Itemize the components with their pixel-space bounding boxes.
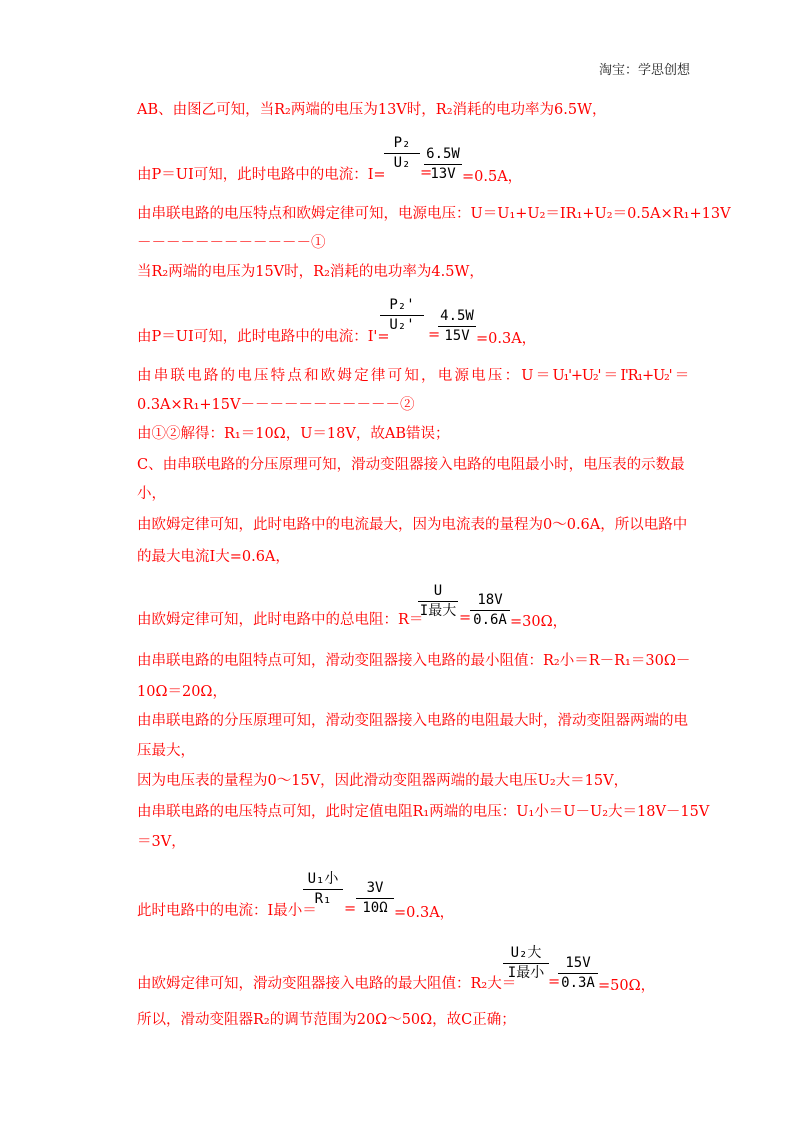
fraction-numerator: 4.5W <box>440 308 474 324</box>
text-line-1: AB、由图乙可知，当R₂两端的电压为13V时，R₂消耗的电功率为6.5W， <box>137 102 607 118</box>
fraction-18V-over-0.6A <box>470 592 510 629</box>
text-line-21: ＝3V， <box>137 834 186 850</box>
text-line-8: 0.3A×R₁+15V－－－－－－－－－－－② <box>137 397 415 413</box>
fraction-15V-over-0.3A <box>558 955 598 992</box>
fraction-denominator: I最小 <box>507 965 545 981</box>
text-line-23-suffix: =50Ω， <box>598 978 656 994</box>
equals-sign: = <box>459 610 472 626</box>
text-line-24: 所以，滑动变阻器R₂的调节范围为20Ω～50Ω，故C正确； <box>137 1012 516 1028</box>
fraction-bar <box>424 164 462 165</box>
text-line-15: 由串联电路的电阻特点可知，滑动变阻器接入电路的最小阻值：R₂小＝R－R₁＝30Ω－ <box>137 653 691 669</box>
text-line-14-prefix: 由欧姆定律可知，此时电路中的总电阻：R＝ <box>137 612 424 628</box>
fraction-bar <box>380 315 424 316</box>
fraction-numerator: 18V <box>477 592 503 608</box>
fraction-bar <box>356 898 394 899</box>
fraction-4.5W-over-15V <box>438 308 476 345</box>
fraction-numerator: 3V <box>366 880 384 896</box>
text-line-22-prefix: 此时电路中的电流：I最小＝ <box>137 903 317 919</box>
fraction-u2max-over-imin <box>503 945 549 982</box>
fraction-6.5W-over-13V <box>424 146 462 183</box>
fraction-numerator: U₂大 <box>510 945 542 961</box>
fraction-numerator: P₂' <box>389 297 415 313</box>
text-line-11: 小， <box>137 486 166 502</box>
text-line-2-suffix: =0.5A， <box>462 169 523 185</box>
fraction-u-over-imax <box>418 583 458 620</box>
fraction-bar <box>384 153 420 154</box>
text-line-14-suffix: =30Ω， <box>510 614 568 630</box>
text-line-3: 由串联电路的电压特点和欧姆定律可知，电源电压：U＝U₁+U₂＝IR₁+U₂＝0.5A×R₁+13V <box>137 206 731 222</box>
text-line-6-suffix: =0.3A， <box>476 331 537 347</box>
fraction-u1min-over-r1 <box>303 871 343 908</box>
text-line-9: 由①②解得：R₁＝10Ω，U＝18V，故AB错误； <box>137 426 450 442</box>
fraction-p2p-over-u2p <box>380 297 424 334</box>
fraction-denominator: 10Ω <box>362 900 388 916</box>
fraction-bar <box>303 889 343 890</box>
fraction-numerator: U <box>433 583 443 599</box>
fraction-denominator: 0.6A <box>473 612 507 628</box>
text-line-6-prefix: 由P＝UI可知，此时电路中的电流：I'= <box>137 329 390 345</box>
fraction-denominator: 13V <box>430 166 456 182</box>
fraction-denominator: 0.3A <box>561 975 595 991</box>
text-line-7: 由 串 联 电 路 的 电 压 特 点 和 欧 姆 定 律 可 知 ， 电 源 电 压 ： U ＝ U₁'+U₂' ＝ I'R₁+U₂' ＝ <box>137 368 689 384</box>
text-line-20: 由串联电路的电压特点可知，此时定值电阻R₁两端的电压：U₁小＝U－U₂大＝18V－15V <box>137 804 710 820</box>
fraction-bar <box>418 601 458 602</box>
fraction-bar <box>470 610 510 611</box>
fraction-3V-over-10ohm <box>356 880 394 917</box>
text-line-12: 由欧姆定律可知，此时电路中的电流最大，因为电流表的量程为0～0.6A，所以电路中 <box>137 517 688 533</box>
text-line-19: 因为电压表的量程为0～15V，因此滑动变阻器两端的最大电压U₂大＝15V， <box>137 773 629 789</box>
fraction-bar <box>558 973 598 974</box>
fraction-denominator: R₁ <box>314 891 332 907</box>
text-line-18: 压最大， <box>137 743 195 759</box>
fraction-denominator: 15V <box>444 328 470 344</box>
text-line-13: 的最大电流I大=0.6A， <box>137 549 290 565</box>
text-line-17: 由串联电路的分压原理可知，滑动变阻器接入电路的电阻最大时，滑动变阻器两端的电 <box>137 713 688 729</box>
fraction-p2-over-u2 <box>384 135 420 172</box>
text-line-22-suffix: =0.3A， <box>394 905 455 921</box>
text-line-23-prefix: 由欧姆定律可知，滑动变阻器接入电路的最大阻值：R₂大＝ <box>137 976 517 992</box>
fraction-bar <box>503 963 549 964</box>
text-line-4: －－－－－－－－－－－－① <box>137 235 326 251</box>
text-line-16: 10Ω＝20Ω， <box>137 684 227 700</box>
fraction-bar <box>438 326 476 327</box>
shop-header: 淘宝：学思创想 <box>598 63 690 78</box>
fraction-denominator: U₂ <box>393 155 411 171</box>
fraction-numerator: U₁小 <box>307 871 339 887</box>
fraction-denominator: U₂' <box>389 317 415 333</box>
fraction-numerator: 15V <box>565 955 591 971</box>
text-line-5: 当R₂两端的电压为15V时，R₂消耗的电功率为4.5W， <box>137 264 484 280</box>
text-line-2-prefix: 由P＝UI可知，此时电路中的电流：I= <box>137 167 386 183</box>
fraction-numerator: P₂ <box>393 135 411 151</box>
fraction-denominator: I最大 <box>419 603 457 619</box>
equals-sign: = <box>344 901 357 917</box>
text-line-10: C、由串联电路的分压原理可知，滑动变阻器接入电路的电阻最小时，电压表的示数最 <box>137 457 685 473</box>
equals-sign: = <box>548 974 561 990</box>
fraction-numerator: 6.5W <box>426 146 460 162</box>
equals-sign: = <box>428 327 441 343</box>
equals-sign: = <box>420 165 433 181</box>
